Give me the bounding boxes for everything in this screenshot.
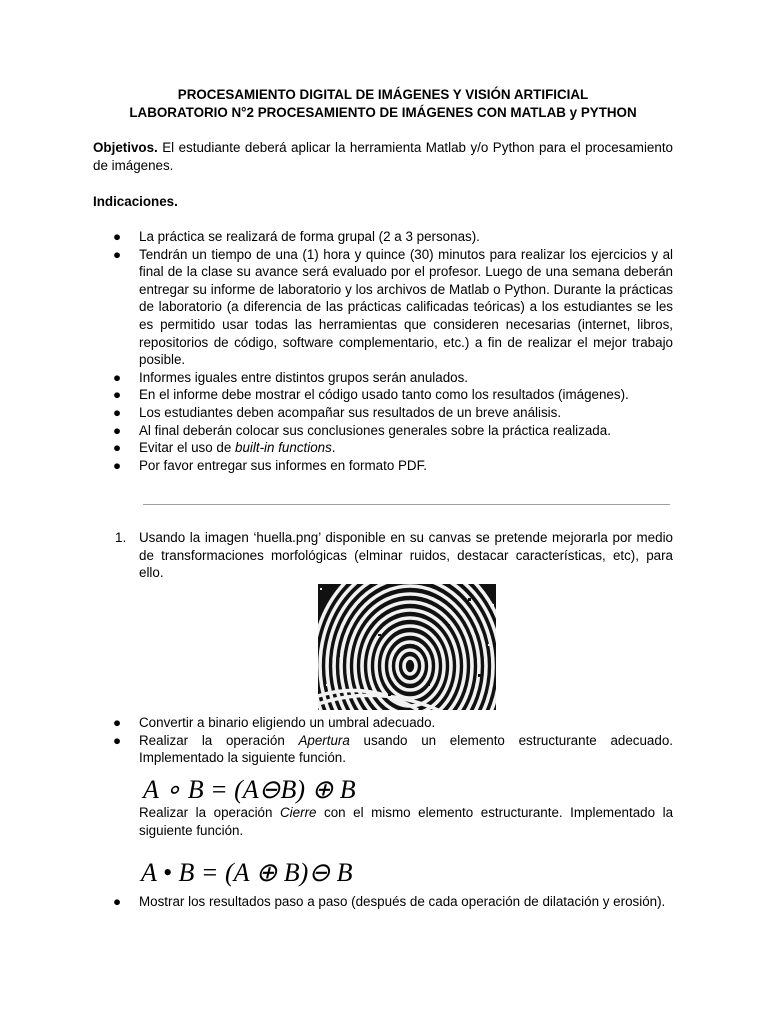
document-title (93, 86, 673, 122)
exercise-number: 1. (115, 530, 127, 545)
cierre-paragraph: Realizar la operación Cierre con el mismo elemento estructurante. Implementado la siguiente función. (139, 805, 674, 838)
bullet-icon: ● (113, 732, 122, 748)
exercise-1-steps (93, 714, 673, 811)
closing-formula: A • B = (A ⊕ B)⊖ B (141, 858, 353, 887)
indicaciones-heading: Indicaciones. (93, 194, 178, 209)
list-item: ● En el informe debe mostrar el código usado tanto como los resultados (imágenes). (113, 387, 629, 403)
objetivos-label: Objetivos. (93, 140, 158, 155)
title-line-1: PROCESAMIENTO DIGITAL DE IMÁGENES Y VISIÓN ARTIFICIAL (177, 87, 589, 102)
fingerprint-image (318, 584, 496, 710)
apertura-emphasis: Apertura (298, 732, 350, 748)
bullet-icon: ● (113, 457, 122, 473)
bullet-icon: ● (113, 404, 122, 420)
bullet-icon: ● (113, 246, 122, 262)
horizontal-divider (143, 504, 670, 505)
list-item: ● Tendrán un tiempo de una (1) hora y quince (30) minutos para realizar los ejercicios y al final de la clase su avance será evaluado por el profesor. Luego de una semana deberán entregar su informe de laboratorio y los archivos de Matlab o Python. Durante la prácticas de laboratorio (a diferencia de las prácticas calificadas teóricas) a los estudiantes se les es permitido usar todas las herramientas que consideren necesarias (internet, libros, repositorios de código, software complementario, etc.) a fin de realizar el mejor trabajo posible. (113, 246, 673, 368)
bullet-icon: ● (113, 894, 122, 909)
bullet-icon: ● (113, 387, 122, 403)
exercise-1-text: Usando la imagen ‘huella.png’ disponible en su canvas se pretende mejorarla por medio de transformaciones morfológicas (elminar ruidos, destacar características, etc), para ello. (139, 530, 673, 581)
exercise-1 (93, 529, 673, 582)
bullet-icon: ● (113, 422, 122, 438)
objetivos-text: El estudiante deberá aplicar la herramienta Matlab y/o Python para el procesamiento de imágenes. (93, 140, 673, 173)
bullet-icon: ● (113, 229, 122, 244)
list-item: ● Convertir a binario eligiendo un umbral adecuado. (113, 715, 436, 730)
title-line-2: LABORATORIO N°2 PROCESAMIENTO DE IMÁGENES CON MATLAB y PYTHON (129, 105, 637, 120)
list-item: ● Realizar la operación Apertura usando un elemento estructurante adecuado. Implementado la siguiente función. A ∘ B = (A⊖B) ⊕ B (113, 732, 673, 804)
bullet-icon: ● (113, 440, 122, 456)
bullet-icon: ● (113, 715, 122, 730)
list-item: ● Al final deberán colocar sus conclusiones generales sobre la práctica realizada. (113, 422, 611, 438)
list-item: ● La práctica se realizará de forma grupal (2 a 3 personas). (113, 229, 480, 244)
list-item: ● Los estudiantes deben acompañar sus resultados de un breve análisis. (113, 404, 562, 420)
opening-formula: A ∘ B = (A⊖B) ⊕ B (143, 774, 356, 804)
list-item: ● Por favor entregar sus informes en formato PDF. (113, 457, 428, 473)
builtin-emphasis: built-in functions (235, 440, 332, 456)
list-item: ● Mostrar los resultados paso a paso (después de cada operación de dilatación y erosión). (113, 894, 666, 909)
objetivos-paragraph (93, 139, 673, 174)
indicaciones-list (93, 228, 673, 474)
cierre-emphasis: Cierre (280, 805, 317, 820)
list-item: ● Evitar el uso de built-in functions. (113, 440, 336, 456)
exercise-1-final-steps (93, 893, 673, 911)
list-item: ● Informes iguales entre distintos grupos serán anulados. (113, 369, 469, 385)
bullet-icon: ● (113, 369, 122, 385)
